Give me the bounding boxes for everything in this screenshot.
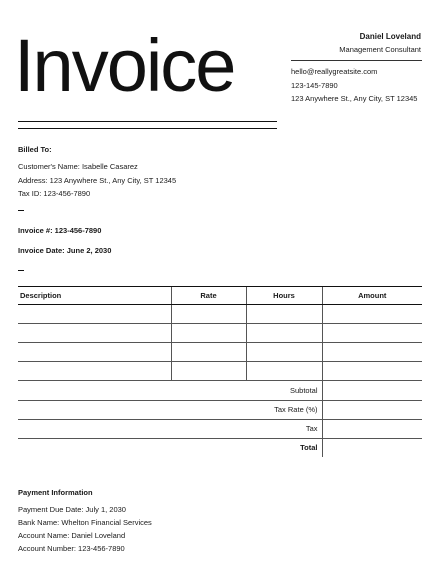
cell-rate xyxy=(171,324,246,343)
tax-value xyxy=(322,419,422,438)
cell-description xyxy=(18,343,171,362)
payment-account-name: Account Name: Daniel Loveland xyxy=(18,531,126,540)
cell-rate xyxy=(171,305,246,324)
sender-email: hello@reallygreatsite.com xyxy=(291,67,378,76)
payment-bank-name: Bank Name: Whelton Financial Services xyxy=(18,518,152,527)
table-header-row xyxy=(18,287,422,305)
table-row xyxy=(18,324,422,343)
cell-rate xyxy=(171,362,246,381)
cell-description xyxy=(18,324,171,343)
table-row xyxy=(18,362,422,381)
cell-description xyxy=(18,305,171,324)
cell-hours xyxy=(246,343,322,362)
sender-phone: 123-145-7890 xyxy=(291,81,338,90)
tax-row xyxy=(18,419,422,438)
invoice-number: Invoice #: 123-456-7890 xyxy=(18,226,102,235)
cell-amount xyxy=(322,343,422,362)
sender-divider xyxy=(291,60,422,61)
sender-role: Management Consultant xyxy=(339,45,421,54)
payment-heading: Payment Information xyxy=(18,488,93,497)
cell-amount xyxy=(322,305,422,324)
customer-name: Customer's Name: Isabelle Casarez xyxy=(18,162,138,171)
sender-address: 123 Anywhere St., Any City, ST 12345 xyxy=(291,94,418,103)
section-dash xyxy=(18,210,24,211)
billed-to-heading: Billed To: xyxy=(18,145,52,154)
total-row xyxy=(18,438,422,457)
totals-table xyxy=(18,381,422,457)
total-value xyxy=(322,438,422,457)
cell-hours xyxy=(246,324,322,343)
subtotal-row xyxy=(18,381,422,400)
column-header-description: Description xyxy=(18,287,171,305)
title-divider-bottom xyxy=(18,128,277,129)
payment-account-number: Account Number: 123-456-7890 xyxy=(18,544,125,553)
tax-rate-row xyxy=(18,400,422,419)
column-header-amount: Amount xyxy=(322,287,422,305)
invoice-date: Invoice Date: June 2, 2030 xyxy=(18,246,112,255)
section-dash xyxy=(18,270,24,271)
customer-tax-id: Tax ID: 123-456-7890 xyxy=(18,189,91,198)
subtotal-label: Subtotal xyxy=(18,381,322,400)
cell-amount xyxy=(322,362,422,381)
subtotal-value xyxy=(322,381,422,400)
column-header-hours: Hours xyxy=(246,287,322,305)
table-row xyxy=(18,343,422,362)
title-divider-top xyxy=(18,121,277,122)
cell-hours xyxy=(246,362,322,381)
invoice-title: Invoice xyxy=(14,24,235,107)
payment-due-date: Payment Due Date: July 1, 2030 xyxy=(18,505,126,514)
cell-rate xyxy=(171,343,246,362)
table-row xyxy=(18,305,422,324)
tax-rate-value xyxy=(322,400,422,419)
cell-amount xyxy=(322,324,422,343)
cell-description xyxy=(18,362,171,381)
tax-label: Tax xyxy=(18,419,322,438)
total-label: Total xyxy=(18,438,322,457)
cell-hours xyxy=(246,305,322,324)
column-header-rate: Rate xyxy=(171,287,246,305)
sender-name: Daniel Loveland xyxy=(359,32,421,41)
tax-rate-label: Tax Rate (%) xyxy=(18,400,322,419)
line-items-table xyxy=(18,286,422,381)
customer-address: Address: 123 Anywhere St., Any City, ST 12345 xyxy=(18,176,177,185)
